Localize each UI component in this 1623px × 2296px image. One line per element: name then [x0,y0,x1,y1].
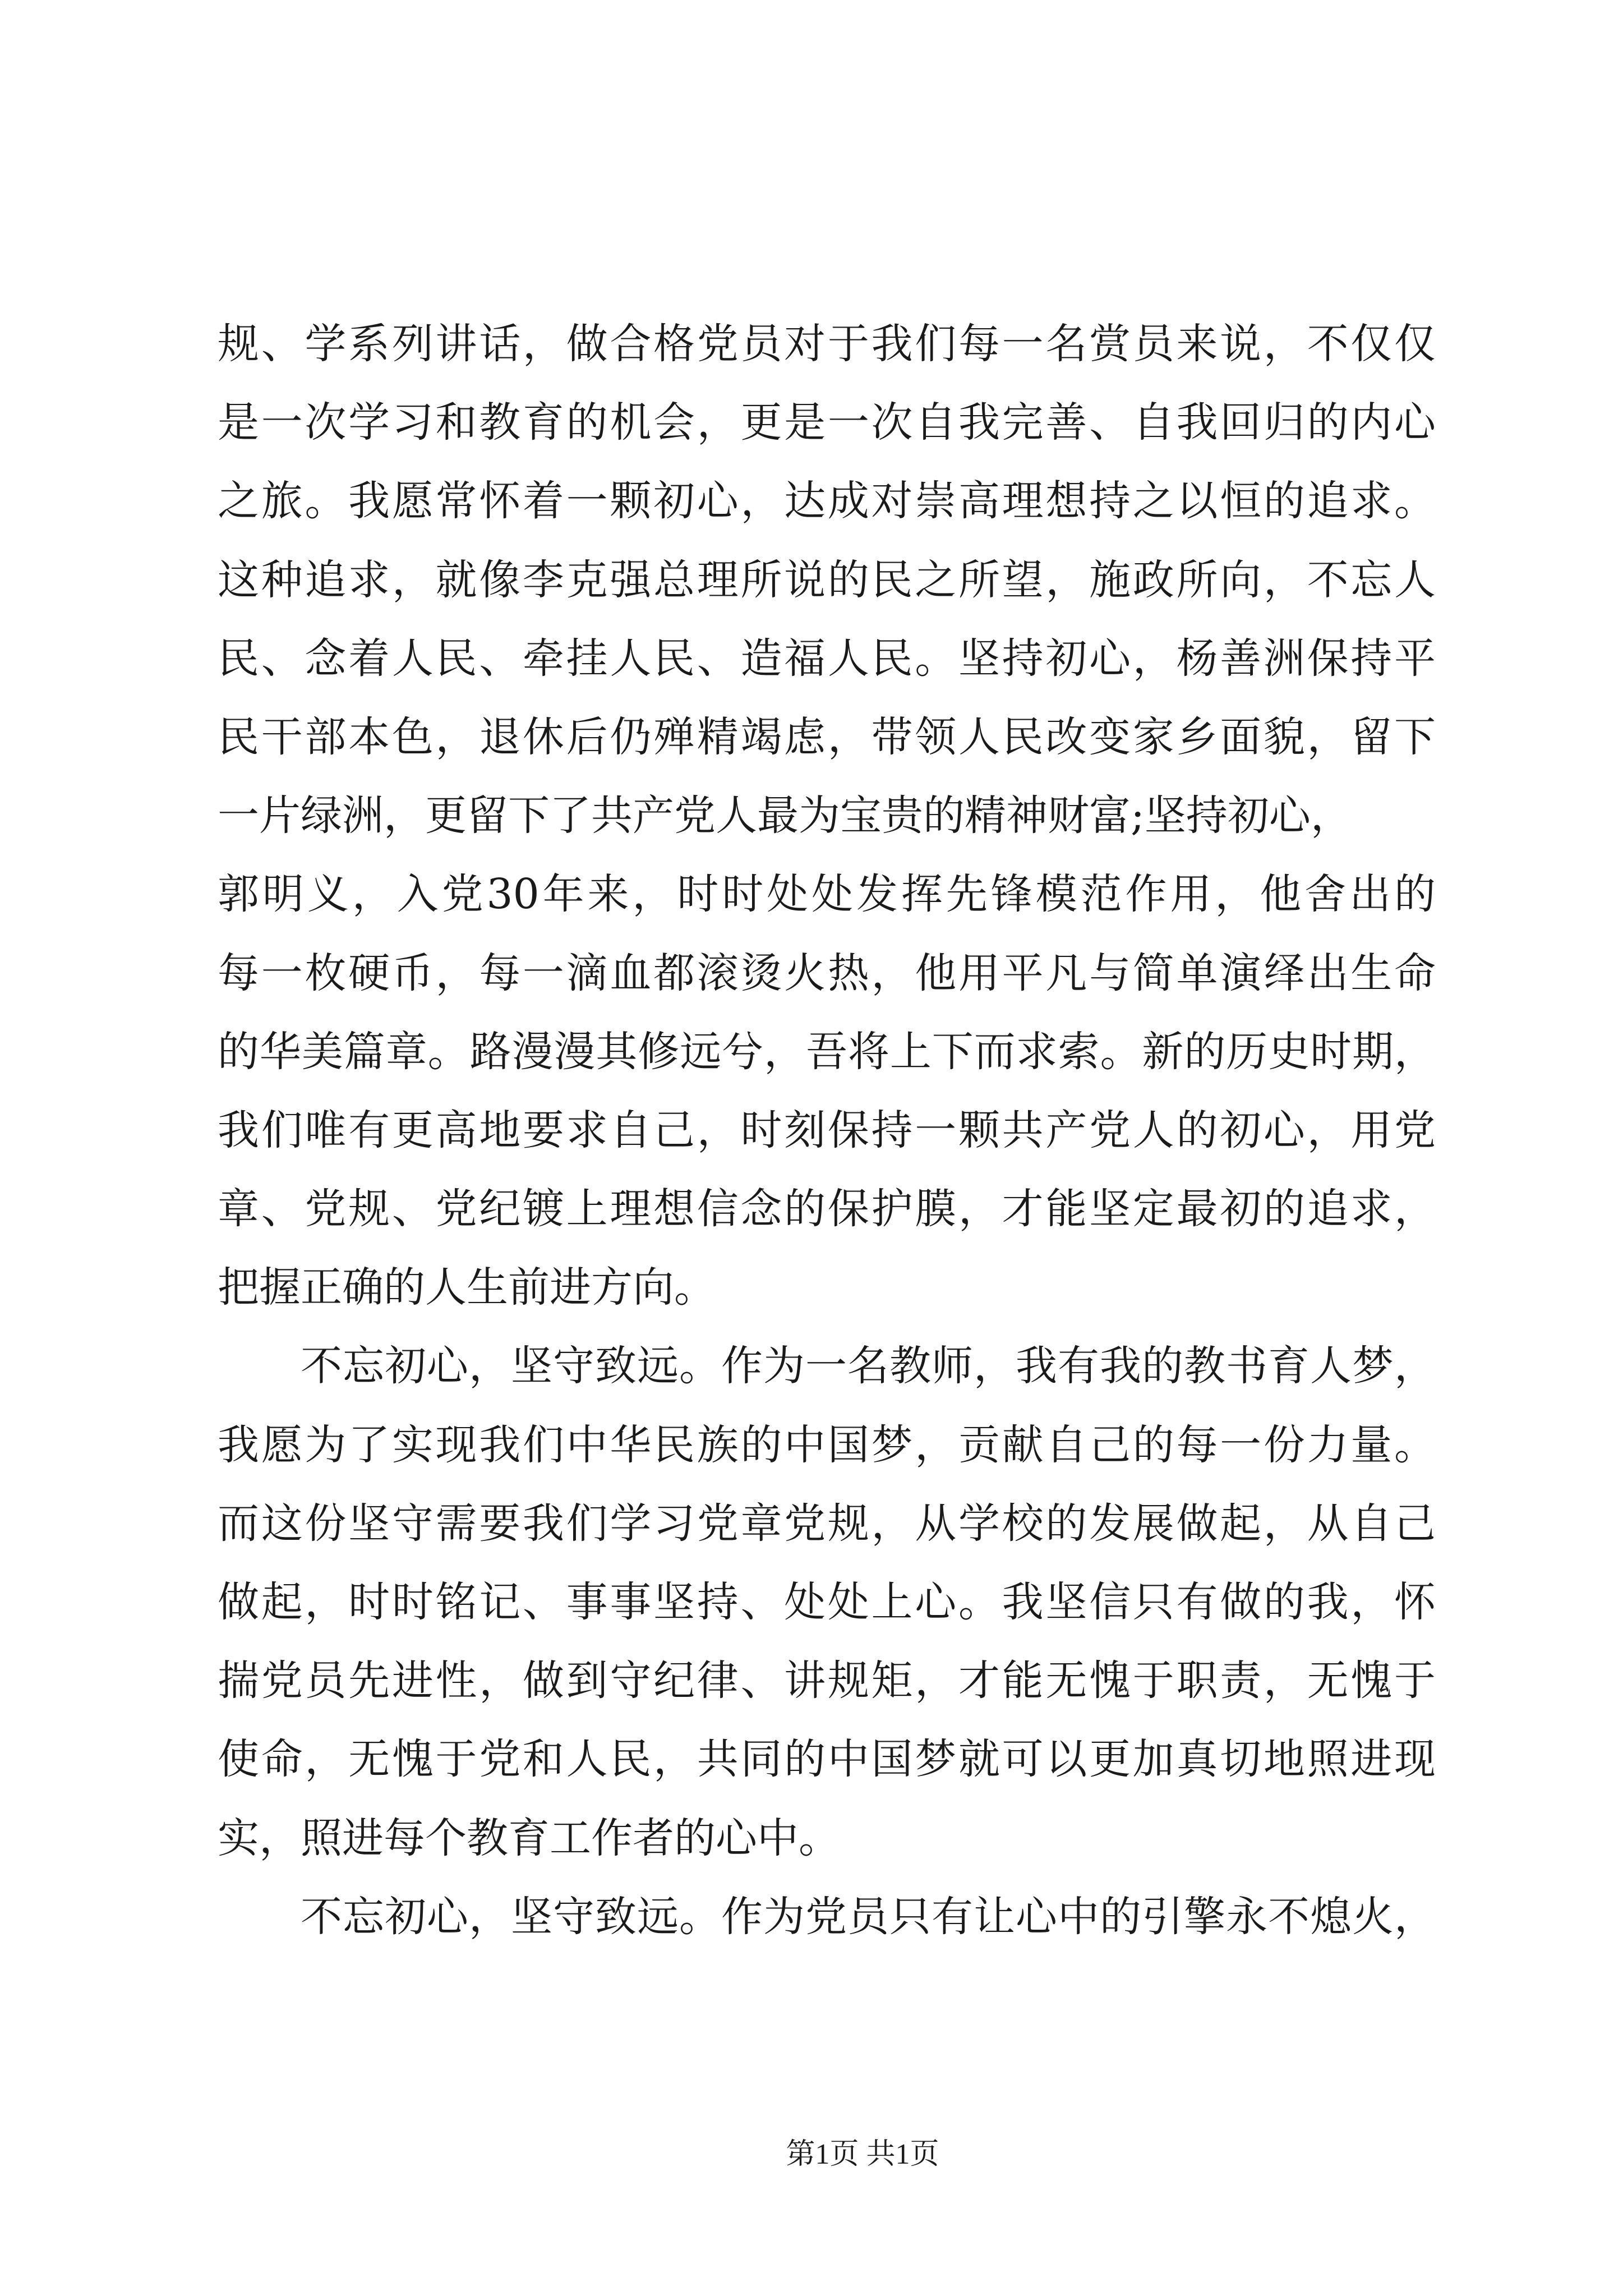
paragraph [218,305,1436,1327]
text-line: 每一枚硬币，每一滴血都滚烫火热，他用平凡与简单演绎出生命 [218,949,1436,997]
text-line: 实，照进每个教育工作者的心中。 [218,1814,840,1862]
page-number-footer: 第1页 共1页 [786,2138,939,2170]
text-line: 之旅。我愿常怀着一颗初心，达成对崇高理想持之以恒的追求。 [218,477,1436,526]
text-line: 使命，无愧于党和人民，共同的中国梦就可以更加真切地照进现 [218,1735,1436,1784]
text-line: 做起，时时铭记、事事坚持、处处上心。我坚信只有做的我，怀 [218,1578,1436,1626]
text-line: 不忘初心，坚守致远。作为党员只有让心中的引擎永不熄火， [301,1892,1436,1941]
text-line: 我们唯有更高地要求自己，时刻保持一颗共产党人的初心，用党 [218,1106,1436,1154]
text-line: 民、念着人民、牵挂人民、造福人民。坚持初心，杨善洲保持平 [218,634,1436,683]
text-line: 一片绿洲，更留下了共产党人最为宝贵的精神财富;坚持初心， [218,792,1352,840]
text-line: 而这份坚守需要我们学习党章党规，从学校的发展做起，从自己 [218,1499,1436,1548]
text-line: 不忘初心，坚守致远。作为一名教师，我有我的教书育人梦， [301,1342,1436,1391]
paragraph [218,1878,1436,1956]
text-line: 章、党规、党纪镀上理想信念的保护膜，才能坚定最初的追求， [218,1185,1436,1234]
text-line: 规、学系列讲话，做合格党员对于我们每一名赏员来说，不仅仅 [218,320,1436,368]
text-line: 郭明义，入党30年来，时时处处发挥先锋模范作用，他舍出的 [218,870,1436,919]
text-line: 把握正确的人生前进方向。 [218,1263,716,1312]
document-body [218,305,1436,1956]
text-line: 是一次学习和教育的机会，更是一次自我完善、自我回归的内心 [218,398,1436,447]
text-line: 揣党员先进性，做到守纪律、讲规矩，才能无愧于职责，无愧于 [218,1657,1436,1705]
text-line: 的华美篇章。路漫漫其修远兮，吾将上下而求索。新的历史时期， [218,1027,1436,1076]
paragraph [218,1327,1436,1877]
text-line: 民干部本色，退休后仍殚精竭虑，带领人民改变家乡面貌，留下 [218,712,1436,761]
text-line: 我愿为了实现我们中华民族的中国梦，贡献自己的每一份力量。 [218,1420,1436,1469]
text-line: 这种追求，就像李克强总理所说的民之所望，施政所向，不忘人 [218,555,1436,604]
